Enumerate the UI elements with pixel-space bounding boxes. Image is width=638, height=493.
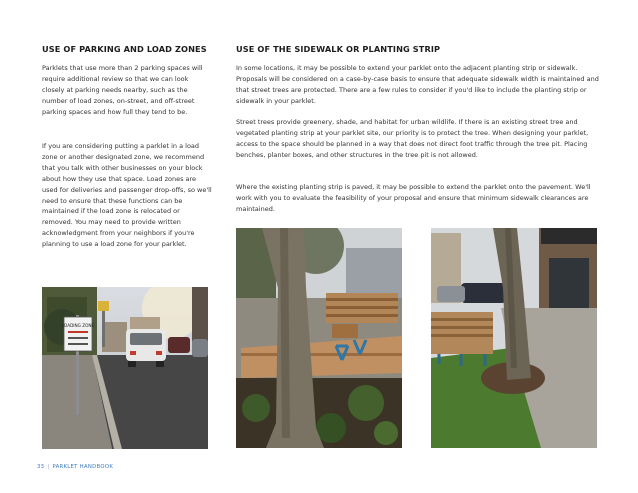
right-paragraph-2: Street trees provide greenery, shade, and habitat for urban wildlife. If there is an existing street tree and vegetated planting strip at your parklet site, our priority is to protect the tree. When designing your parklet, access to the space should be planned in a way that does not direct foot traffic through the tree pit. Placing benches, planter boxes, and other structures in the tree pit is not allowed. [236, 118, 589, 159]
right-paragraph-1: In some locations, it may be possible to extend your parklet onto the adjacent planting strip or sidewalk. Proposals will be considered on a case-by-case basis to ensure that adequate sidewalk width is maintained and that street trees are protected. There are a few rules to consider if you'd like to include the planting strip or sidewalk in your parklet. [236, 64, 599, 105]
page-number: 33 [37, 464, 45, 470]
photo-load-zone-street [42, 287, 208, 449]
page-footer [37, 464, 113, 470]
footer-separator: | [47, 464, 50, 470]
left-paragraph-2: If you are considering putting a parklet in a load zone or another designated zone, we recommend that you talk with other businesses on your block about how they use that space. Load zones are used for deliveries and passenger drop-offs, so we'll need to ensure that these functions can be maintained if the load zone is relocated or removed. You may need to provide written acknowledgment from your neighbors if you're planning to use a load zone for your parklet. [42, 142, 212, 249]
right-paragraph-3: Where the existing planting strip is paved, it may be possible to extend the parklet onto the pavement. We'll work with you to evaluate the feasibility of your proposal and ensure that minimum sidewalk clearances are maintained. [236, 183, 591, 213]
left-heading: USE OF PARKING AND LOAD ZONES [42, 44, 207, 54]
photo-tree-parklet [236, 228, 402, 448]
handbook-title: PARKLET HANDBOOK [52, 464, 114, 470]
right-heading: USE OF THE SIDEWALK OR PLANTING STRIP [236, 44, 441, 54]
left-paragraph-1: Parklets that use more than 2 parking spaces will require additional review so that we can look closely at parking needs nearby, such as the number of load zones, on-street, and off-street parking spaces and how full they tend to be. [42, 64, 203, 116]
photo-tree-bench [431, 228, 597, 448]
street-sign-text: LOADING ZONE [61, 323, 95, 328]
